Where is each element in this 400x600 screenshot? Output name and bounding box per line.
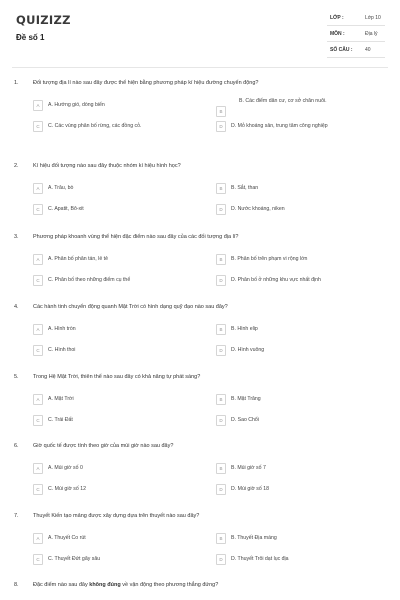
question-text: Thuyết Kiến tạo mảng được xây dựng dựa trên thuyết nào sau đây?	[33, 513, 200, 519]
question-number: 8.	[14, 582, 19, 588]
option-letter-box: C	[33, 345, 43, 356]
option-letter-box: D	[216, 204, 226, 215]
option-letter-box: D	[216, 554, 226, 565]
option-letter-box: D	[216, 275, 226, 286]
header-divider	[12, 67, 388, 68]
question-number: 6.	[14, 443, 19, 449]
option-text: C. Apatit, Bô-xit	[48, 206, 84, 212]
option-text: B. Múi giờ số 7	[231, 465, 266, 471]
option-letter-box: B	[216, 463, 226, 474]
question-5	[12, 374, 388, 434]
option-letter-box: C	[33, 121, 43, 132]
option-text: A. Phân bố phân tán, lẻ tẻ	[48, 256, 108, 262]
option-letter-box: A	[33, 324, 43, 335]
option-letter-box: C	[33, 554, 43, 565]
question-text: Đối tượng địa lí nào sau đây được thể hiện bằng phương pháp kí hiệu đường chuyển động?	[33, 80, 259, 86]
option-letter-box: A	[33, 533, 43, 544]
option-text: C. Các vùng phân bố rừng, các đồng cỏ.	[48, 123, 142, 129]
option-text: D. Phân bố ở những khu vực nhất định	[231, 277, 321, 283]
question-number: 7.	[14, 513, 19, 519]
question-text-pre: Đặc điểm nào sau đây	[33, 582, 90, 588]
option-text: C. Thuyết Đứt gãy sâu	[48, 556, 101, 562]
option-letter-box: B	[216, 394, 226, 405]
question-3	[12, 234, 388, 294]
option-text: C. Phân bố theo những điểm cụ thể	[48, 277, 131, 283]
question-text: Kí hiệu đối tượng nào sau đây thuộc nhóm kí hiệu hình học?	[33, 163, 181, 169]
header	[0, 0, 400, 62]
option-letter-box: B	[216, 533, 226, 544]
option-text: B. Thuyết Địa máng	[231, 535, 277, 541]
question-text-emphasis: không đúng	[89, 582, 121, 588]
question-2	[12, 163, 388, 223]
option-letter-box: C	[33, 204, 43, 215]
option-text: D. Thuyết Trôi dạt lục địa	[231, 556, 289, 562]
question-text: Phương pháp khoanh vùng thể hiện đặc điểm nào sau đây của các đối tượng địa lí?	[33, 234, 239, 240]
brand-text: QUIZIZZ	[16, 13, 71, 27]
option-letter-box: D	[216, 121, 226, 132]
option-text: A. Hướng gió, dòng biển	[48, 102, 105, 108]
question-text	[33, 582, 218, 588]
option-text: C. Hình thoi	[48, 347, 76, 353]
option-letter-box: C	[33, 484, 43, 495]
question-number: 5.	[14, 374, 19, 380]
option-text: A. Trâu, bò	[48, 185, 74, 191]
question-1	[12, 80, 388, 140]
quizizz-logo	[16, 11, 71, 27]
option-letter-box: A	[33, 100, 43, 111]
option-text: B. Các điểm dân cư, cơ sở chăn nuôi.	[239, 98, 327, 104]
option-text: A. Hình tròn	[48, 326, 76, 332]
option-text: D. Hình vuông	[231, 347, 265, 353]
option-letter-box: A	[33, 254, 43, 265]
question-7	[12, 513, 388, 573]
question-number: 4.	[14, 304, 19, 310]
option-text: A. Mặt Trời	[48, 396, 74, 402]
option-letter-box: D	[216, 345, 226, 356]
meta-value: 40	[365, 47, 371, 53]
option-text: B. Sắt, than	[231, 185, 259, 191]
option-text: A. Thuyết Co rút	[48, 535, 86, 541]
question-8	[12, 582, 388, 594]
option-text: C. Múi giờ số 12	[48, 486, 86, 492]
meta-key: MÔN :	[330, 31, 345, 37]
option-text: A. Múi giờ số 0	[48, 465, 83, 471]
meta-row-count	[327, 42, 385, 58]
meta-info	[327, 10, 385, 58]
question-6	[12, 443, 388, 503]
option-text: D. Mỏ khoáng sản, trung tâm công nghiệp	[231, 123, 328, 129]
option-text: B. Mặt Trăng	[231, 396, 261, 402]
option-letter-box: C	[33, 275, 43, 286]
page-title: Đề số 1	[16, 33, 45, 42]
meta-key: LỚP :	[330, 15, 344, 21]
question-text: Trong Hệ Mặt Trời, thiên thể nào sau đây có khả năng tự phát sáng?	[33, 374, 201, 380]
option-letter-box: A	[33, 394, 43, 405]
meta-row-subject	[327, 26, 385, 42]
option-letter-box: B	[216, 106, 226, 117]
option-letter-box: C	[33, 415, 43, 426]
meta-value: Địa lý	[365, 31, 378, 37]
option-letter-box: B	[216, 254, 226, 265]
option-text: D. Múi giờ số 18	[231, 486, 269, 492]
question-text: Các hành tinh chuyển động quanh Mặt Trời có hình dạng quỹ đạo nào sau đây?	[33, 304, 228, 310]
option-letter-box: A	[33, 463, 43, 474]
question-number: 1.	[14, 80, 19, 86]
option-text: D. Nước khoáng, niken	[231, 206, 285, 212]
option-text: D. Sao Chổi	[231, 417, 259, 423]
option-letter-box: D	[216, 484, 226, 495]
question-number: 3.	[14, 234, 19, 240]
option-text: B. Phân bố trên phạm vi rộng lớn	[231, 256, 308, 262]
question-text: Giờ quốc tế được tính theo giờ của múi giờ nào sau đây?	[33, 443, 174, 449]
question-4	[12, 304, 388, 364]
option-letter-box: D	[216, 415, 226, 426]
option-text: B. Hình elip	[231, 326, 258, 332]
option-letter-box: B	[216, 183, 226, 194]
question-text-post: về vận động theo phương thẳng đứng?	[120, 582, 219, 588]
option-text: C. Trái Đất	[48, 417, 73, 423]
meta-row-class	[327, 10, 385, 26]
meta-key: SỐ CÂU :	[330, 47, 353, 53]
option-letter-box: A	[33, 183, 43, 194]
meta-value: Lớp 10	[365, 15, 381, 21]
question-number: 2.	[14, 163, 19, 169]
option-letter-box: B	[216, 324, 226, 335]
